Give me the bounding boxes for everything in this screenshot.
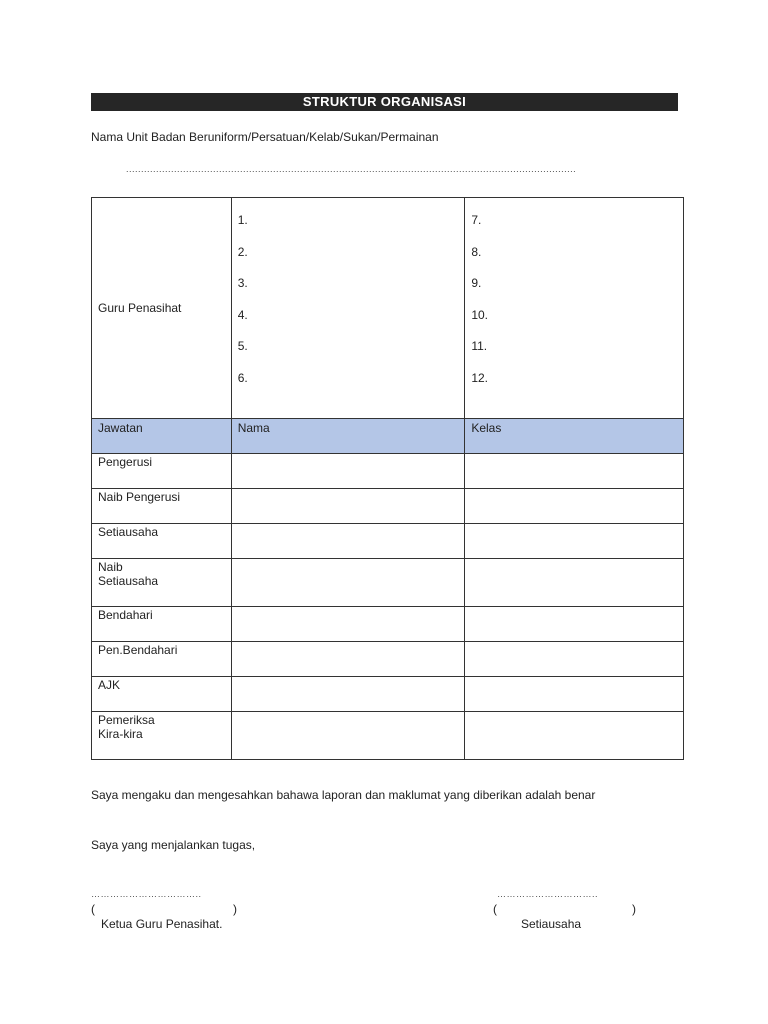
header-position: Jawatan [92,419,232,454]
table-row [92,607,684,642]
advisor-row [92,198,684,419]
advisor-number: 11. [471,339,488,353]
name-cell[interactable] [231,489,465,524]
name-cell[interactable] [231,642,465,677]
advisor-paren-open: ( [91,902,95,916]
role-label: AJK [98,678,121,692]
advisor-list-right[interactable] [465,198,684,419]
advisor-number: 4. [237,307,248,322]
role-label: Setiausaha [98,525,159,539]
unit-name-label: Nama Unit Badan Beruniform/Persatuan/Kelab/Sukan/Permainan [91,130,439,144]
role-cell [92,607,232,642]
role-label: Bendahari [98,608,153,622]
header-class: Kelas [465,419,684,454]
name-cell[interactable] [231,454,465,489]
secretary-paren-close: ) [632,902,636,916]
secretary-signature-label: Setiausaha [521,917,582,931]
advisor-number: 3. [237,276,248,290]
class-cell[interactable] [465,559,684,607]
table-row [92,642,684,677]
table-row [92,489,684,524]
class-cell[interactable] [465,524,684,559]
name-cell[interactable] [231,677,465,712]
table-row [92,559,684,607]
role-cell [92,559,232,607]
class-cell[interactable] [465,642,684,677]
advisor-paren-close: ) [233,902,237,916]
advisor-number: 1. [237,213,248,227]
advisor-number: 5. [237,339,248,353]
advisor-label-cell [92,198,232,419]
unit-name-fill-line[interactable]: ...................................................................................................................................................... [126,164,577,174]
table-header-row [92,419,684,454]
class-cell[interactable] [465,454,684,489]
role-label: Pengerusi [98,455,153,469]
class-cell[interactable] [465,712,684,760]
header-name: Nama [231,419,465,454]
advisor-number: 2. [237,244,248,259]
role-label: Naib Pengerusi [98,490,181,504]
role-label-line: Setiausaha [98,574,159,588]
page-title: STRUKTUR ORGANISASI [91,93,678,111]
role-label-line: Kira-kira [98,727,143,741]
advisor-number: 9. [471,276,482,290]
advisor-number: 10. [471,307,488,322]
role-label-line: Pemeriksa [98,713,155,727]
table-row [92,712,684,760]
advisor-label: Guru Penasihat [98,301,182,315]
role-cell [92,524,232,559]
advisor-number: 12. [471,370,488,385]
advisor-list-left[interactable] [231,198,465,419]
name-cell[interactable] [231,712,465,760]
secretary-signature-line[interactable]: ………………………….. [497,889,599,899]
role-cell [92,642,232,677]
role-cell [92,677,232,712]
name-cell[interactable] [231,607,465,642]
class-cell[interactable] [465,607,684,642]
class-cell[interactable] [465,677,684,712]
table-row [92,677,684,712]
secretary-paren-open: ( [493,902,497,916]
role-cell [92,454,232,489]
declaration-text: Saya mengaku dan mengesahkan bahawa laporan dan maklumat yang diberikan adalah benar [91,788,596,802]
duty-text: Saya yang menjalankan tugas, [91,838,256,852]
advisor-number: 6. [237,370,248,385]
advisor-number: 7. [471,213,482,227]
role-label: Pen.Bendahari [98,643,178,657]
table-row [92,524,684,559]
role-cell [92,712,232,760]
role-label-line: Naib [98,560,123,574]
organisation-table [91,197,684,760]
advisor-signature-label: Ketua Guru Penasihat. [101,917,223,931]
advisor-number: 8. [471,244,482,259]
class-cell[interactable] [465,489,684,524]
table-row [92,454,684,489]
advisor-signature-line[interactable]: …………………………….. [91,889,202,899]
name-cell[interactable] [231,559,465,607]
role-cell [92,489,232,524]
name-cell[interactable] [231,524,465,559]
